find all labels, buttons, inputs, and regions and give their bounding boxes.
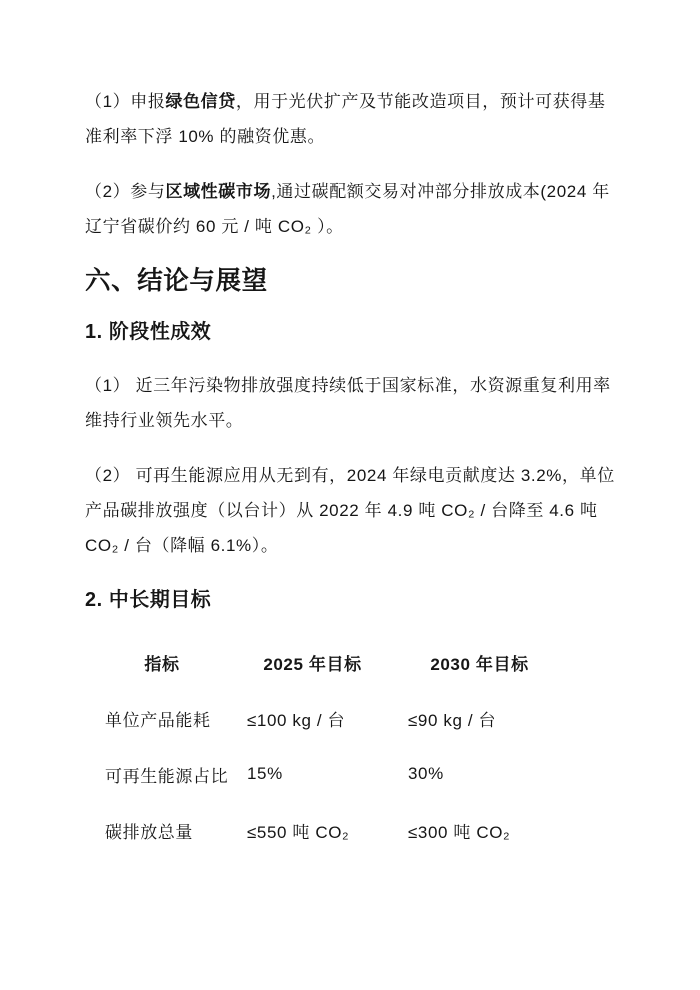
paragraph-achievement-2 [85, 458, 625, 563]
paragraph-achievement-1-line2: 维持行业领先水平。 [85, 411, 244, 430]
table-cell-renewable-share-2030: 30% [408, 764, 444, 783]
paragraph-green-credit-line2: 准利率下浮 10% 的融资优惠。 [85, 127, 326, 146]
table-header-2025-target: 2025 年目标 [263, 654, 362, 674]
paragraph-carbon-market-line1 [85, 174, 625, 209]
table-header-indicator: 指标 [144, 654, 180, 674]
subsection-heading-mid-long-term-goals: 2. 中长期目标 [85, 589, 212, 611]
paragraph-green-credit [85, 84, 625, 154]
table-cell-renewable-share-label: 可再生能源占比 [105, 766, 229, 786]
table-cell-renewable-share-2025: 15% [247, 764, 283, 783]
table-header-2030-target: 2030 年目标 [430, 654, 529, 674]
text-run: （1）申报 [85, 92, 166, 111]
targets-table [105, 634, 625, 858]
paragraph-achievement-1-line1: （1） 近三年污染物排放强度持续低于国家标准，水资源重复利用率 [85, 376, 611, 395]
paragraph-achievement-2-line2: 产品碳排放强度（以台计）从 2022 年 4.9 吨 CO₂ / 台降至 4.6 吨 [85, 501, 598, 520]
paragraph-achievement-2-line1: （2） 可再生能源应用从无到有，2024 年绿电贡献度达 3.2%，单位 [85, 466, 615, 485]
paragraph-achievement-2-line3: CO₂ / 台（降幅 6.1%）。 [85, 536, 279, 555]
bold-term-regional-carbon-market: 区域性碳市场 [165, 182, 272, 201]
table-cell-total-carbon-2030: ≤300 吨 CO₂ [408, 822, 511, 842]
document-content [85, 84, 625, 858]
table-cell-energy-per-unit-label: 单位产品能耗 [105, 710, 211, 730]
subsection-heading-phase-achievements: 1. 阶段性成效 [85, 321, 212, 343]
table-cell-energy-per-unit-2025: ≤100 kg / 台 [247, 710, 346, 730]
table-cell-total-carbon-label: 碳排放总量 [105, 822, 193, 842]
text-run: ，用于光伏扩产及节能改造项目，预计可获得基 [235, 92, 606, 111]
paragraph-carbon-market [85, 174, 625, 244]
table-cell-total-carbon-2025: ≤550 吨 CO₂ [247, 822, 350, 842]
table-cell-energy-per-unit-2030: ≤90 kg / 台 [408, 710, 497, 730]
paragraph-carbon-market-line2: 辽宁省碳价约 60 元 / 吨 CO₂ ）。 [85, 217, 344, 236]
bold-term-green-credit: 绿色信贷 [165, 92, 236, 111]
section-heading-conclusion-outlook: 六、结论与展望 [85, 267, 268, 295]
text-run: （2）参与 [85, 182, 166, 201]
text-run: ,通过碳配额交易对冲部分排放成本(2024 年 [271, 182, 610, 201]
paragraph-green-credit-line1 [85, 84, 625, 119]
paragraph-achievement-1 [85, 368, 625, 438]
